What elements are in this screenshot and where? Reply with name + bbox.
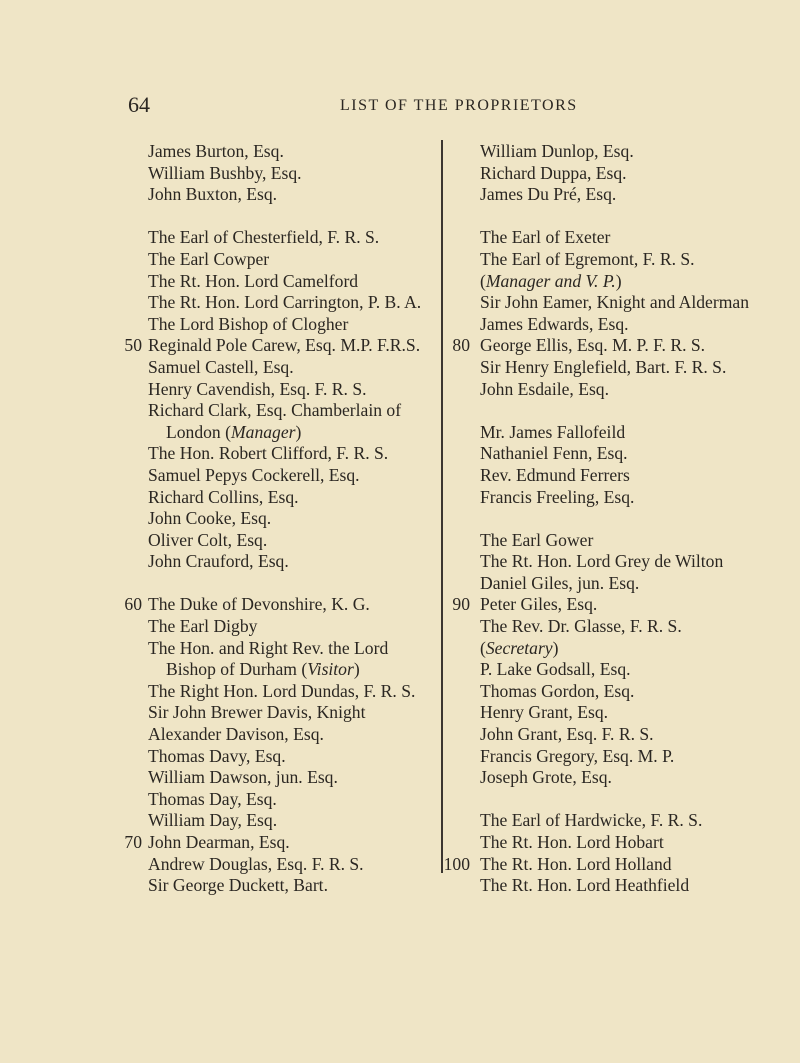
proprietor-name: Sir John Brewer Davis, Knight	[148, 702, 366, 723]
list-item	[148, 530, 435, 552]
list-item	[148, 184, 435, 206]
list-item	[480, 724, 780, 746]
section-gap	[480, 789, 780, 811]
list-item	[148, 551, 435, 573]
section-gap	[148, 206, 435, 228]
list-item	[148, 314, 435, 336]
proprietor-name: James Burton, Esq.	[148, 141, 284, 161]
list-item	[480, 616, 780, 638]
list-item	[443, 853, 780, 876]
list-item	[148, 875, 435, 897]
proprietor-name: The Hon. Robert Clifford, F. R. S.	[148, 443, 389, 464]
list-item	[452, 335, 780, 357]
list-item	[480, 249, 780, 271]
proprietor-name: Henry Grant, Esq.	[480, 702, 609, 723]
running-head: LIST OF THE PROPRIETORS	[340, 97, 578, 114]
proprietor-name: The Lord Bishop of Clogher	[148, 313, 349, 334]
proprietor-name: Samuel Castell, Esq.	[148, 356, 294, 377]
list-item	[124, 594, 435, 616]
page-number: 64	[128, 92, 150, 117]
section-gap	[480, 206, 780, 228]
list-item	[480, 292, 780, 314]
proprietor-name: Sir Henry Englefield, Bart. F. R. S.	[480, 356, 727, 377]
proprietor-name: John Crauford, Esq.	[148, 551, 289, 572]
list-item	[480, 443, 780, 465]
proprietor-name: James Du Pré, Esq.	[480, 184, 617, 205]
role: Manager	[231, 421, 296, 442]
proprietor-name: The Rt. Hon. Lord Holland	[480, 853, 672, 874]
list-item	[480, 810, 780, 832]
proprietor-name: William Bushby, Esq.	[148, 162, 302, 183]
right-column	[443, 141, 780, 897]
list-item	[480, 832, 780, 854]
proprietor-name: Sir George Duckett, Bart.	[148, 875, 328, 896]
line-number: 50	[124, 335, 142, 356]
list-item	[148, 227, 435, 249]
proprietor-name: Francis Freeling, Esq.	[480, 486, 635, 507]
list-item	[148, 163, 435, 185]
list-item	[480, 357, 780, 379]
proprietor-name: The Rt. Hon. Lord Grey de Wilton	[480, 551, 724, 572]
proprietor-name: Richard Clark, Esq. Chamberlain of London	[148, 400, 402, 442]
proprietor-name: The Duke of Devonshire, K. G.	[148, 594, 370, 615]
proprietor-name: John Grant, Esq. F. R. S.	[480, 724, 654, 745]
role: Manager and V. P.	[485, 270, 616, 291]
list-item	[148, 789, 435, 811]
proprietor-name: Oliver Colt, Esq.	[148, 529, 268, 550]
proprietor-name: Henry Cavendish, Esq. F. R. S.	[148, 378, 367, 399]
proprietor-name: John Esdaile, Esq.	[480, 378, 610, 399]
list-item: (Manager and V. P.)	[480, 270, 622, 291]
list-item	[480, 184, 780, 206]
proprietor-name: P. Lake Godsall, Esq.	[480, 659, 631, 680]
list-item	[480, 573, 780, 595]
list-item	[148, 854, 435, 876]
proprietor-name: William Day, Esq.	[148, 810, 278, 831]
list-item	[480, 767, 780, 789]
proprietor-name: Daniel Giles, jun. Esq.	[480, 572, 640, 593]
list-item	[480, 681, 780, 703]
proprietor-name: John Cooke, Esq.	[148, 508, 272, 529]
proprietor-name: Alexander Davison, Esq.	[148, 724, 324, 745]
proprietor-name: Richard Duppa, Esq.	[480, 162, 627, 183]
list-item	[452, 594, 780, 616]
proprietor-name: The Earl of Chesterfield, F. R. S.	[148, 227, 380, 248]
line-number: 100	[443, 853, 470, 874]
proprietor-name: Andrew Douglas, Esq. F. R. S.	[148, 853, 364, 874]
list-item	[148, 810, 435, 832]
proprietor-name: The Earl of Hardwicke, F. R. S.	[480, 810, 703, 831]
line-number: 80	[452, 335, 470, 356]
list-item	[148, 292, 435, 314]
list-item	[148, 465, 435, 487]
list-item	[480, 465, 780, 487]
list-item	[148, 508, 435, 530]
list-item	[148, 487, 435, 509]
proprietor-name: The Earl Cowper	[148, 248, 270, 269]
list-item	[124, 832, 435, 854]
list-item	[148, 616, 435, 638]
list-item	[480, 875, 780, 897]
proprietor-name: The Rt. Hon. Lord Carrington, P. B. A.	[148, 292, 422, 313]
list-item	[148, 724, 435, 746]
proprietor-name: Thomas Davy, Esq.	[148, 745, 286, 766]
proprietor-name: Reginald Pole Carew, Esq. M.P. F.R.S.	[148, 335, 421, 356]
proprietor-name: The Earl of Exeter	[480, 227, 611, 248]
proprietor-name: The Earl Gower	[480, 529, 594, 550]
proprietor-name: John Dearman, Esq.	[148, 832, 290, 852]
list-item	[480, 530, 780, 552]
list-item	[480, 746, 780, 768]
column-divider	[441, 140, 443, 873]
proprietor-name: Sir John Eamer, Knight and Alderman	[480, 292, 750, 313]
list-item	[148, 443, 435, 465]
section-gap	[480, 508, 780, 530]
proprietor-name: The Right Hon. Lord Dundas, F. R. S.	[148, 680, 416, 701]
list-item	[480, 487, 780, 509]
proprietor-name: Rev. Edmund Ferrers	[480, 464, 630, 485]
left-column	[124, 141, 435, 897]
list-item	[480, 551, 780, 573]
proprietor-name: William Dunlop, Esq.	[480, 141, 634, 161]
list-item	[480, 659, 780, 681]
proprietor-name: Joseph Grote, Esq.	[480, 767, 612, 788]
proprietor-name: Nathaniel Fenn, Esq.	[480, 443, 628, 464]
list-item	[480, 163, 780, 185]
proprietor-name: William Dawson, jun. Esq.	[148, 767, 338, 788]
proprietor-name: Samuel Pepys Cockerell, Esq.	[148, 464, 360, 485]
line-number: 70	[124, 832, 142, 852]
list-item	[148, 681, 435, 703]
proprietor-name: The Rt. Hon. Lord Heathfield	[480, 875, 690, 896]
list-item	[480, 379, 780, 401]
proprietor-name: John Buxton, Esq.	[148, 184, 278, 205]
list-item	[124, 335, 435, 357]
proprietor-name: The Rev. Dr. Glasse, F. R. S.	[480, 616, 682, 637]
list-item: (Secretary)	[480, 637, 559, 658]
line-number: 90	[452, 594, 470, 615]
proprietor-name: The Earl Digby	[148, 616, 258, 637]
proprietor-name: George Ellis, Esq. M. P. F. R. S.	[480, 335, 706, 356]
role: Secretary	[485, 637, 553, 658]
proprietor-name: Thomas Day, Esq.	[148, 788, 277, 809]
list-item	[480, 422, 780, 444]
list-item	[480, 314, 780, 336]
list-item	[148, 746, 435, 768]
line-number: 60	[124, 594, 142, 615]
list-item	[480, 702, 780, 724]
proprietor-name: The Rt. Hon. Lord Camelford	[148, 270, 359, 291]
list-item	[480, 141, 780, 163]
list-item	[148, 357, 435, 379]
section-gap	[148, 573, 435, 595]
list-item	[148, 271, 435, 293]
list-item	[148, 141, 435, 163]
proprietor-name: James Edwards, Esq.	[480, 313, 629, 334]
list-item	[148, 379, 435, 401]
proprietor-name: The Earl of Egremont, F. R. S.	[480, 248, 695, 269]
list-item	[480, 227, 780, 249]
proprietor-name: Peter Giles, Esq.	[480, 594, 598, 615]
proprietor-name: Richard Collins, Esq.	[148, 486, 299, 507]
role: Visitor	[307, 659, 354, 680]
list-item: Richard Clark, Esq. Chamberlain of London (Manager)	[148, 400, 402, 442]
proprietor-name: Mr. James Fallofeild	[480, 421, 626, 442]
proprietor-name: The Hon. and Right Rev. the Lord Bishop of Durham	[148, 637, 389, 680]
proprietor-name: The Rt. Hon. Lord Hobart	[480, 832, 664, 852]
section-gap	[480, 400, 780, 422]
proprietor-name: Thomas Gordon, Esq.	[480, 680, 635, 701]
list-item: The Hon. and Right Rev. the Lord Bishop of Durham (Visitor)	[148, 637, 389, 680]
list-item	[148, 767, 435, 789]
list-item	[148, 702, 435, 724]
proprietor-name: Francis Gregory, Esq. M. P.	[480, 745, 675, 766]
list-item	[148, 249, 435, 271]
